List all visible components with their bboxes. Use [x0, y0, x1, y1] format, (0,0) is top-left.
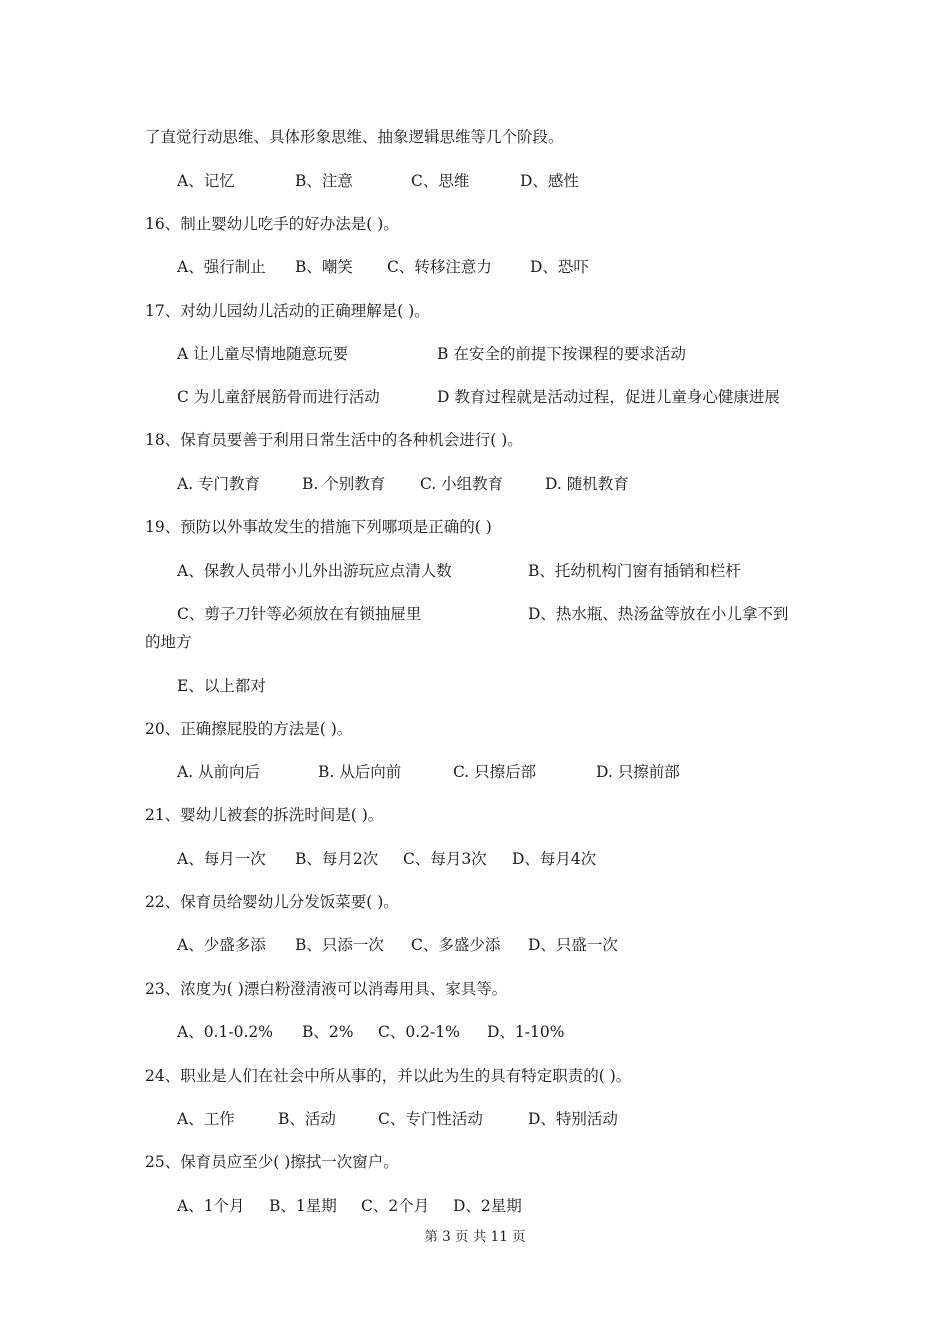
q23-option-a: A、0.1-0.2% — [177, 1023, 273, 1041]
q23-option-d: D、1-10% — [487, 1023, 565, 1041]
q17-option-d: D 教育过程就是活动过程，促进儿童身心健康进展 — [437, 388, 780, 406]
q22-option-a: A、少盛多添 — [177, 936, 266, 954]
q24-option-a: A、工作 — [177, 1110, 235, 1128]
q21-option-d: D、每月4次 — [512, 850, 597, 868]
q16-option-d: D、恐吓 — [530, 258, 589, 276]
q19-option-c: C、剪子刀针等必须放在有锁抽屉里 — [177, 605, 422, 623]
q22-option-d: D、只盛一次 — [528, 936, 618, 954]
question-16-stem: 16、制止婴幼儿吃手的好办法是( )。 — [145, 215, 399, 233]
q22-option-c: C、多盛少添 — [411, 936, 501, 954]
q15-option-d: D、感性 — [520, 172, 579, 190]
q16-option-b: B、嘲笑 — [295, 258, 353, 276]
q21-option-a: A、每月一次 — [177, 850, 266, 868]
q20-option-b: B. 从后向前 — [318, 763, 402, 781]
q25-option-d: D、2星期 — [453, 1197, 522, 1215]
q24-option-d: D、特别活动 — [528, 1110, 618, 1128]
q19-option-d-continuation: 的地方 — [145, 633, 192, 651]
q17-option-b: B 在安全的前提下按课程的要求活动 — [437, 345, 686, 363]
q18-option-b: B. 个别教育 — [302, 475, 386, 493]
question-24-stem: 24、职业是人们在社会中所从事的，并以此为生的具有特定职责的( )。 — [145, 1067, 632, 1085]
q15-option-a: A、记忆 — [177, 172, 235, 190]
q25-option-b: B、1星期 — [269, 1197, 337, 1215]
q20-option-d: D. 只擦前部 — [596, 763, 680, 781]
question-18-stem: 18、保育员要善于利用日常生活中的各种机会进行( )。 — [145, 431, 523, 449]
question-21-stem: 21、婴幼儿被套的拆洗时间是( )。 — [145, 806, 384, 824]
q16-option-c: C、转移注意力 — [387, 258, 492, 276]
q24-option-c: C、专门性活动 — [378, 1110, 483, 1128]
q19-option-a: A、保教人员带小儿外出游玩应点清人数 — [177, 562, 452, 580]
q17-option-c: C 为儿童舒展筋骨而进行活动 — [177, 388, 380, 406]
q21-option-b: B、每月2次 — [295, 850, 379, 868]
q15-option-b: B、注意 — [295, 172, 353, 190]
q18-option-c: C. 小组教育 — [420, 475, 504, 493]
q15-option-c: C、思维 — [411, 172, 470, 190]
q17-option-a: A 让儿童尽情地随意玩要 — [177, 345, 349, 363]
q25-option-c: C、2个月 — [361, 1197, 430, 1215]
q23-option-b: B、2% — [302, 1023, 354, 1041]
q18-option-a: A. 专门教育 — [177, 475, 261, 493]
question-17-stem: 17、对幼儿园幼儿活动的正确理解是( )。 — [145, 302, 430, 320]
q19-option-e: E、以上都对 — [177, 677, 266, 695]
q19-option-d: D、热水瓶、热汤盆等放在小儿拿不到 — [528, 605, 789, 623]
q25-option-a: A、1个月 — [177, 1197, 245, 1215]
q22-option-b: B、只添一次 — [295, 936, 384, 954]
q24-option-b: B、活动 — [278, 1110, 336, 1128]
q18-option-d: D. 随机教育 — [545, 475, 629, 493]
question-23-stem: 23、浓度为( )漂白粉澄清液可以消毒用具、家具等。 — [145, 980, 508, 998]
question-19-stem: 19、预防以外事故发生的措施下列哪项是正确的( ) — [145, 518, 492, 536]
question-20-stem: 20、正确擦屁股的方法是( )。 — [145, 720, 353, 738]
question-15-continuation: 了直觉行动思维、具体形象思维、抽象逻辑思维等几个阶段。 — [145, 128, 564, 146]
q16-option-a: A、强行制止 — [177, 258, 266, 276]
q19-option-b: B、托幼机构门窗有插销和栏杆 — [528, 562, 741, 580]
q20-option-a: A. 从前向后 — [177, 763, 261, 781]
q23-option-c: C、0.2-1% — [378, 1023, 460, 1041]
q20-option-c: C. 只擦后部 — [453, 763, 537, 781]
q21-option-c: C、每月3次 — [403, 850, 487, 868]
question-22-stem: 22、保育员给婴幼儿分发饭菜要( )。 — [145, 893, 399, 911]
page-footer: 第 3 页 共 11 页 — [424, 1229, 526, 1245]
question-25-stem: 25、保育员应至少( )擦拭一次窗户。 — [145, 1153, 399, 1171]
